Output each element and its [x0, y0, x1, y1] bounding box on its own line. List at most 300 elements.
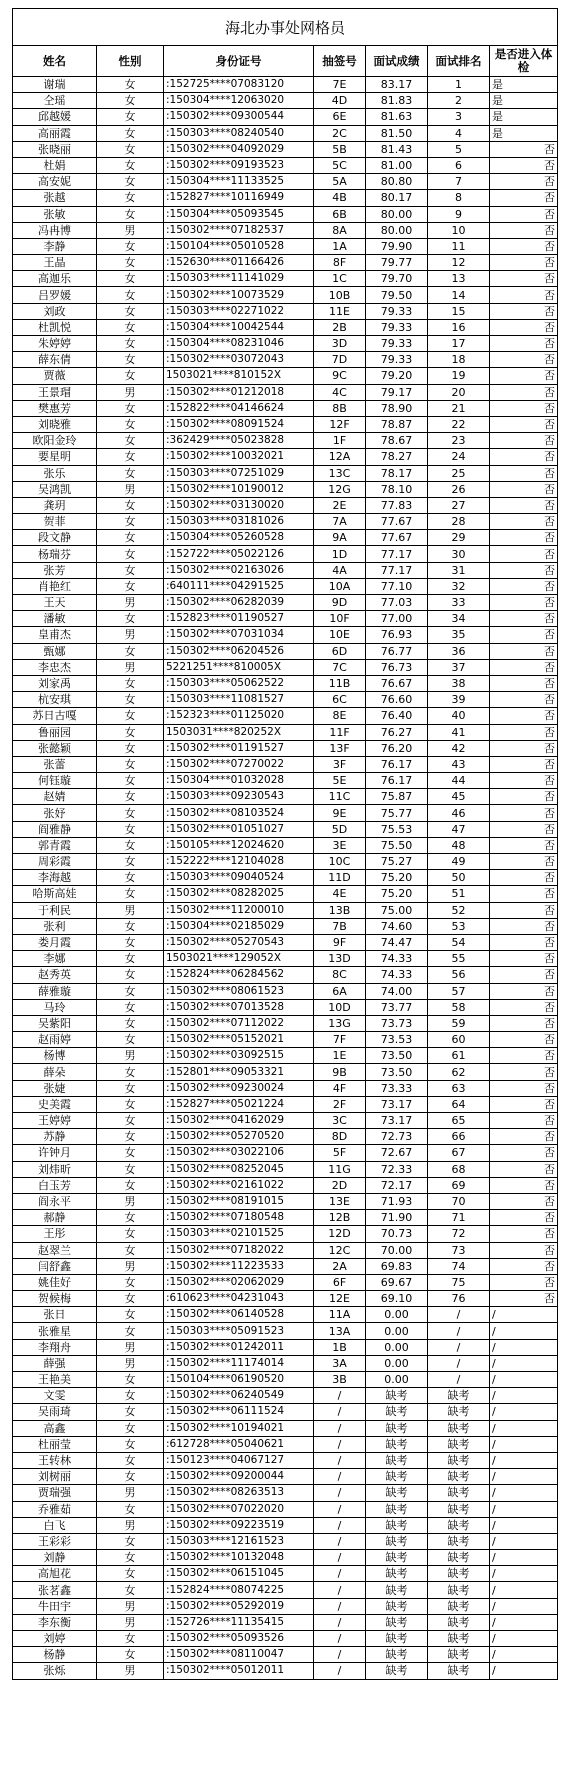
table-row [13, 1388, 558, 1404]
cell-score: 73.17 [366, 1096, 428, 1112]
cell-gender: 女 [97, 125, 164, 141]
cell-score: 缺考 [366, 1614, 428, 1630]
cell-gender: 男 [97, 627, 164, 643]
cell-id: :150303****11141029 [164, 271, 314, 287]
table-row [13, 659, 558, 675]
cell-rank: 19 [428, 368, 490, 384]
cell-lot: 2F [314, 1096, 366, 1112]
cell-check: / [490, 1663, 558, 1679]
header-medical-check: 是否进入体检 [490, 46, 558, 77]
cell-check: 否 [490, 206, 558, 222]
cell-check: 否 [490, 530, 558, 546]
table-row [13, 400, 558, 416]
cell-lot: / [314, 1533, 366, 1549]
cell-gender: 女 [97, 514, 164, 530]
cell-gender: 女 [97, 1242, 164, 1258]
cell-check: 否 [490, 934, 558, 950]
cell-name: 段文静 [13, 530, 97, 546]
cell-gender: 女 [97, 1452, 164, 1468]
cell-name: 张烁 [13, 1663, 97, 1679]
cell-score: 76.93 [366, 627, 428, 643]
cell-lot: / [314, 1485, 366, 1501]
candidate-table [12, 8, 558, 1680]
cell-name: 杨博 [13, 1048, 97, 1064]
cell-lot: 6A [314, 983, 366, 999]
cell-lot: 11C [314, 789, 366, 805]
cell-id: :150302****07182537 [164, 222, 314, 238]
cell-check: / [490, 1388, 558, 1404]
cell-rank: 44 [428, 773, 490, 789]
table-row [13, 546, 558, 562]
cell-score: 0.00 [366, 1355, 428, 1371]
table-row [13, 1469, 558, 1485]
cell-gender: 女 [97, 287, 164, 303]
cell-id: :152822****04146624 [164, 400, 314, 416]
sheet-title: 海北办事处网格员 [13, 9, 558, 46]
cell-check: 否 [490, 368, 558, 384]
cell-name: 欧阳金玲 [13, 433, 97, 449]
cell-check: 否 [490, 222, 558, 238]
cell-id: :150104****06190520 [164, 1372, 314, 1388]
cell-check: 否 [490, 465, 558, 481]
cell-score: 79.17 [366, 384, 428, 400]
cell-lot: 7E [314, 77, 366, 93]
cell-name: 肖艳红 [13, 578, 97, 594]
cell-check: 否 [490, 433, 558, 449]
table-row [13, 886, 558, 902]
table-row [13, 352, 558, 368]
cell-lot: / [314, 1436, 366, 1452]
cell-lot: 2C [314, 125, 366, 141]
cell-name: 皇甫杰 [13, 627, 97, 643]
cell-rank: 缺考 [428, 1452, 490, 1468]
cell-check: 否 [490, 416, 558, 432]
cell-rank: 1 [428, 77, 490, 93]
cell-rank: 45 [428, 789, 490, 805]
table-row [13, 562, 558, 578]
cell-lot: 5A [314, 174, 366, 190]
cell-name: 史美霞 [13, 1096, 97, 1112]
table-body [13, 77, 558, 1680]
table-row [13, 1161, 558, 1177]
cell-gender: 女 [97, 1161, 164, 1177]
table-row [13, 837, 558, 853]
table-row [13, 1096, 558, 1112]
cell-score: 77.17 [366, 562, 428, 578]
cell-check: 否 [490, 546, 558, 562]
cell-check: 否 [490, 756, 558, 772]
cell-rank: 25 [428, 465, 490, 481]
cell-rank: 51 [428, 886, 490, 902]
cell-check: 否 [490, 886, 558, 902]
table-row [13, 141, 558, 157]
cell-gender: 女 [97, 368, 164, 384]
cell-check: 否 [490, 352, 558, 368]
table-row [13, 724, 558, 740]
cell-rank: / [428, 1323, 490, 1339]
cell-rank: 55 [428, 951, 490, 967]
cell-gender: 女 [97, 319, 164, 335]
cell-rank: 34 [428, 611, 490, 627]
cell-rank: 18 [428, 352, 490, 368]
cell-check: 否 [490, 983, 558, 999]
cell-gender: 女 [97, 934, 164, 950]
cell-check: 是 [490, 125, 558, 141]
cell-lot: / [314, 1614, 366, 1630]
cell-rank: / [428, 1307, 490, 1323]
cell-rank: 缺考 [428, 1533, 490, 1549]
cell-id: :150302****06282039 [164, 595, 314, 611]
cell-id: :150302****10032021 [164, 449, 314, 465]
cell-rank: 5 [428, 141, 490, 157]
cell-check: 否 [490, 805, 558, 821]
cell-check: 否 [490, 1080, 558, 1096]
cell-check: 否 [490, 1145, 558, 1161]
cell-check: 否 [490, 319, 558, 335]
cell-rank: 11 [428, 238, 490, 254]
cell-name: 李东衡 [13, 1614, 97, 1630]
cell-score: 缺考 [366, 1631, 428, 1647]
cell-score: 73.73 [366, 1015, 428, 1031]
cell-lot: 11A [314, 1307, 366, 1323]
cell-name: 张茗鑫 [13, 1582, 97, 1598]
cell-rank: 57 [428, 983, 490, 999]
cell-id: :150302****10194021 [164, 1420, 314, 1436]
cell-id: :150303****05091523 [164, 1323, 314, 1339]
table-row [13, 319, 558, 335]
cell-id: 1503021****810152X [164, 368, 314, 384]
cell-score: 77.17 [366, 546, 428, 562]
cell-name: 乔雅茹 [13, 1501, 97, 1517]
cell-lot: 12G [314, 481, 366, 497]
cell-lot: 1C [314, 271, 366, 287]
cell-gender: 男 [97, 595, 164, 611]
cell-gender: 女 [97, 724, 164, 740]
cell-score: 83.17 [366, 77, 428, 93]
cell-score: 72.67 [366, 1145, 428, 1161]
cell-score: 77.03 [366, 595, 428, 611]
cell-name: 张利 [13, 918, 97, 934]
cell-gender: 女 [97, 805, 164, 821]
cell-name: 吴紫阳 [13, 1015, 97, 1031]
cell-id: :150302****08103524 [164, 805, 314, 821]
cell-lot: 4F [314, 1080, 366, 1096]
cell-score: 71.93 [366, 1193, 428, 1209]
cell-gender: 女 [97, 1388, 164, 1404]
cell-score: 76.77 [366, 643, 428, 659]
cell-name: 高旭花 [13, 1566, 97, 1582]
cell-lot: 12E [314, 1291, 366, 1307]
cell-rank: 75 [428, 1274, 490, 1290]
cell-score: 缺考 [366, 1663, 428, 1679]
cell-rank: 68 [428, 1161, 490, 1177]
table-row [13, 692, 558, 708]
cell-gender: 女 [97, 255, 164, 271]
cell-name: 高鑫 [13, 1420, 97, 1436]
cell-rank: 14 [428, 287, 490, 303]
cell-score: 缺考 [366, 1436, 428, 1452]
cell-id: :150302****05270543 [164, 934, 314, 950]
cell-score: 79.33 [366, 319, 428, 335]
cell-score: 81.43 [366, 141, 428, 157]
cell-check: / [490, 1307, 558, 1323]
table-row [13, 238, 558, 254]
cell-score: 79.90 [366, 238, 428, 254]
cell-lot: / [314, 1663, 366, 1679]
cell-check: / [490, 1436, 558, 1452]
cell-name: 刘政 [13, 303, 97, 319]
cell-gender: 女 [97, 449, 164, 465]
cell-gender: 女 [97, 1274, 164, 1290]
cell-check: 否 [490, 1048, 558, 1064]
table-row [13, 1145, 558, 1161]
cell-id: :150302****02161022 [164, 1177, 314, 1193]
cell-gender: 女 [97, 1145, 164, 1161]
cell-id: :150302****08091524 [164, 416, 314, 432]
cell-rank: 33 [428, 595, 490, 611]
table-row [13, 384, 558, 400]
cell-check: 否 [490, 497, 558, 513]
cell-score: 80.00 [366, 206, 428, 222]
cell-rank: 74 [428, 1258, 490, 1274]
cell-gender: 女 [97, 1177, 164, 1193]
cell-rank: 缺考 [428, 1420, 490, 1436]
cell-score: 75.20 [366, 886, 428, 902]
cell-check: 否 [490, 562, 558, 578]
cell-score: 74.33 [366, 951, 428, 967]
cell-score: 0.00 [366, 1307, 428, 1323]
cell-rank: 43 [428, 756, 490, 772]
table-row [13, 870, 558, 886]
cell-lot: 4E [314, 886, 366, 902]
cell-id: :150302****07182022 [164, 1242, 314, 1258]
cell-gender: 女 [97, 1210, 164, 1226]
cell-name: 刘炜昕 [13, 1161, 97, 1177]
cell-lot: 8A [314, 222, 366, 238]
cell-id: :150302****11200010 [164, 902, 314, 918]
table-row [13, 1307, 558, 1323]
cell-id: :150303****02101525 [164, 1226, 314, 1242]
cell-check: 否 [490, 643, 558, 659]
cell-name: 王彩彩 [13, 1533, 97, 1549]
cell-score: 缺考 [366, 1485, 428, 1501]
cell-gender: 女 [97, 1372, 164, 1388]
cell-lot: / [314, 1550, 366, 1566]
cell-check: 否 [490, 1032, 558, 1048]
table-row [13, 190, 558, 206]
cell-name: 张蕾 [13, 756, 97, 772]
cell-gender: 女 [97, 886, 164, 902]
table-row [13, 1015, 558, 1031]
cell-rank: 47 [428, 821, 490, 837]
table-row [13, 1550, 558, 1566]
table-row [13, 1210, 558, 1226]
cell-score: 72.33 [366, 1161, 428, 1177]
cell-lot: 13D [314, 951, 366, 967]
header-lot-number: 抽签号 [314, 46, 366, 77]
cell-id: :150304****01032028 [164, 773, 314, 789]
cell-score: 80.00 [366, 222, 428, 238]
cell-name: 娄月霞 [13, 934, 97, 950]
cell-id: :150304****10042544 [164, 319, 314, 335]
cell-name: 阎永平 [13, 1193, 97, 1209]
cell-score: 74.33 [366, 967, 428, 983]
cell-name: 贾薇 [13, 368, 97, 384]
cell-rank: 缺考 [428, 1550, 490, 1566]
cell-lot: 13B [314, 902, 366, 918]
cell-gender: 女 [97, 271, 164, 287]
cell-check: 是 [490, 77, 558, 93]
cell-gender: 女 [97, 983, 164, 999]
cell-check: 否 [490, 1226, 558, 1242]
cell-gender: 女 [97, 1015, 164, 1031]
cell-id: :150302****08191015 [164, 1193, 314, 1209]
cell-score: 78.90 [366, 400, 428, 416]
cell-gender: 男 [97, 1048, 164, 1064]
cell-check: 否 [490, 967, 558, 983]
cell-id: :150302****03130020 [164, 497, 314, 513]
cell-name: 李娜 [13, 951, 97, 967]
cell-gender: 女 [97, 1032, 164, 1048]
table-row [13, 789, 558, 805]
cell-name: 王晶 [13, 255, 97, 271]
cell-name: 闫舒鑫 [13, 1258, 97, 1274]
cell-gender: 女 [97, 1582, 164, 1598]
cell-gender: 女 [97, 675, 164, 691]
table-row [13, 934, 558, 950]
cell-name: 薛朵 [13, 1064, 97, 1080]
cell-score: 75.27 [366, 854, 428, 870]
table-row [13, 1064, 558, 1080]
cell-name: 刘家禹 [13, 675, 97, 691]
table-row [13, 1404, 558, 1420]
table-row [13, 255, 558, 271]
cell-check: / [490, 1372, 558, 1388]
cell-name: 郭青霞 [13, 837, 97, 853]
cell-gender: 女 [97, 837, 164, 853]
cell-id: :150302****01051027 [164, 821, 314, 837]
cell-lot: 3A [314, 1355, 366, 1371]
cell-score: 缺考 [366, 1533, 428, 1549]
table-row [13, 465, 558, 481]
cell-name: 张晓丽 [13, 141, 97, 157]
table-row [13, 93, 558, 109]
cell-score: 71.90 [366, 1210, 428, 1226]
table-row [13, 1177, 558, 1193]
cell-lot: 5E [314, 773, 366, 789]
cell-score: 69.83 [366, 1258, 428, 1274]
cell-rank: 36 [428, 643, 490, 659]
cell-name: 仝瑶 [13, 93, 97, 109]
cell-score: 81.63 [366, 109, 428, 125]
cell-check: 否 [490, 190, 558, 206]
cell-rank: 缺考 [428, 1517, 490, 1533]
cell-check: 是 [490, 109, 558, 125]
cell-rank: / [428, 1355, 490, 1371]
cell-rank: 48 [428, 837, 490, 853]
cell-name: 贺菲 [13, 514, 97, 530]
cell-rank: 12 [428, 255, 490, 271]
cell-check: 否 [490, 789, 558, 805]
cell-id: :150302****02062029 [164, 1274, 314, 1290]
cell-rank: 38 [428, 675, 490, 691]
cell-name: 刘婷 [13, 1631, 97, 1647]
cell-check: / [490, 1533, 558, 1549]
cell-name: 邱越媛 [13, 109, 97, 125]
cell-rank: 37 [428, 659, 490, 675]
cell-name: 张妤 [13, 805, 97, 821]
cell-id: :150302****02163026 [164, 562, 314, 578]
cell-id: :150302****03092515 [164, 1048, 314, 1064]
cell-check: 否 [490, 238, 558, 254]
table-row [13, 1631, 558, 1647]
table-row [13, 174, 558, 190]
cell-id: :150302****04092029 [164, 141, 314, 157]
cell-rank: 62 [428, 1064, 490, 1080]
cell-lot: / [314, 1404, 366, 1420]
cell-gender: 男 [97, 481, 164, 497]
cell-gender: 女 [97, 1307, 164, 1323]
cell-rank: 59 [428, 1015, 490, 1031]
cell-gender: 女 [97, 109, 164, 125]
table-row [13, 514, 558, 530]
cell-score: 79.70 [366, 271, 428, 287]
cell-score: 79.33 [366, 336, 428, 352]
cell-name: 张雅星 [13, 1323, 97, 1339]
cell-gender: 女 [97, 1129, 164, 1145]
cell-check: / [490, 1355, 558, 1371]
cell-score: 69.67 [366, 1274, 428, 1290]
cell-id: :150302****07180548 [164, 1210, 314, 1226]
cell-score: 缺考 [366, 1647, 428, 1663]
table-row [13, 1566, 558, 1582]
table-row [13, 643, 558, 659]
cell-check: 否 [490, 1210, 558, 1226]
cell-score: 缺考 [366, 1452, 428, 1468]
cell-name: 甄娜 [13, 643, 97, 659]
table-row [13, 627, 558, 643]
cell-name: 李静 [13, 238, 97, 254]
cell-name: 薛雅璇 [13, 983, 97, 999]
cell-id: :150304****12063020 [164, 93, 314, 109]
cell-lot: 11B [314, 675, 366, 691]
cell-gender: 女 [97, 740, 164, 756]
cell-name: 龚玥 [13, 497, 97, 513]
cell-lot: 1F [314, 433, 366, 449]
cell-name: 白玉芳 [13, 1177, 97, 1193]
cell-id: :150304****08231046 [164, 336, 314, 352]
cell-lot: 13A [314, 1323, 366, 1339]
cell-score: 0.00 [366, 1339, 428, 1355]
cell-score: 76.17 [366, 756, 428, 772]
cell-gender: 男 [97, 1663, 164, 1679]
table-row [13, 708, 558, 724]
cell-check: 否 [490, 724, 558, 740]
cell-id: :150302****01191527 [164, 740, 314, 756]
table-row [13, 756, 558, 772]
cell-check: 否 [490, 1161, 558, 1177]
cell-score: 77.10 [366, 578, 428, 594]
cell-lot: 2B [314, 319, 366, 335]
cell-rank: 76 [428, 1291, 490, 1307]
cell-name: 苏日古嘎 [13, 708, 97, 724]
table-row [13, 1032, 558, 1048]
cell-id: :150304****11133525 [164, 174, 314, 190]
header-gender: 性别 [97, 46, 164, 77]
cell-score: 缺考 [366, 1420, 428, 1436]
cell-check: / [490, 1404, 558, 1420]
cell-lot: 11E [314, 303, 366, 319]
